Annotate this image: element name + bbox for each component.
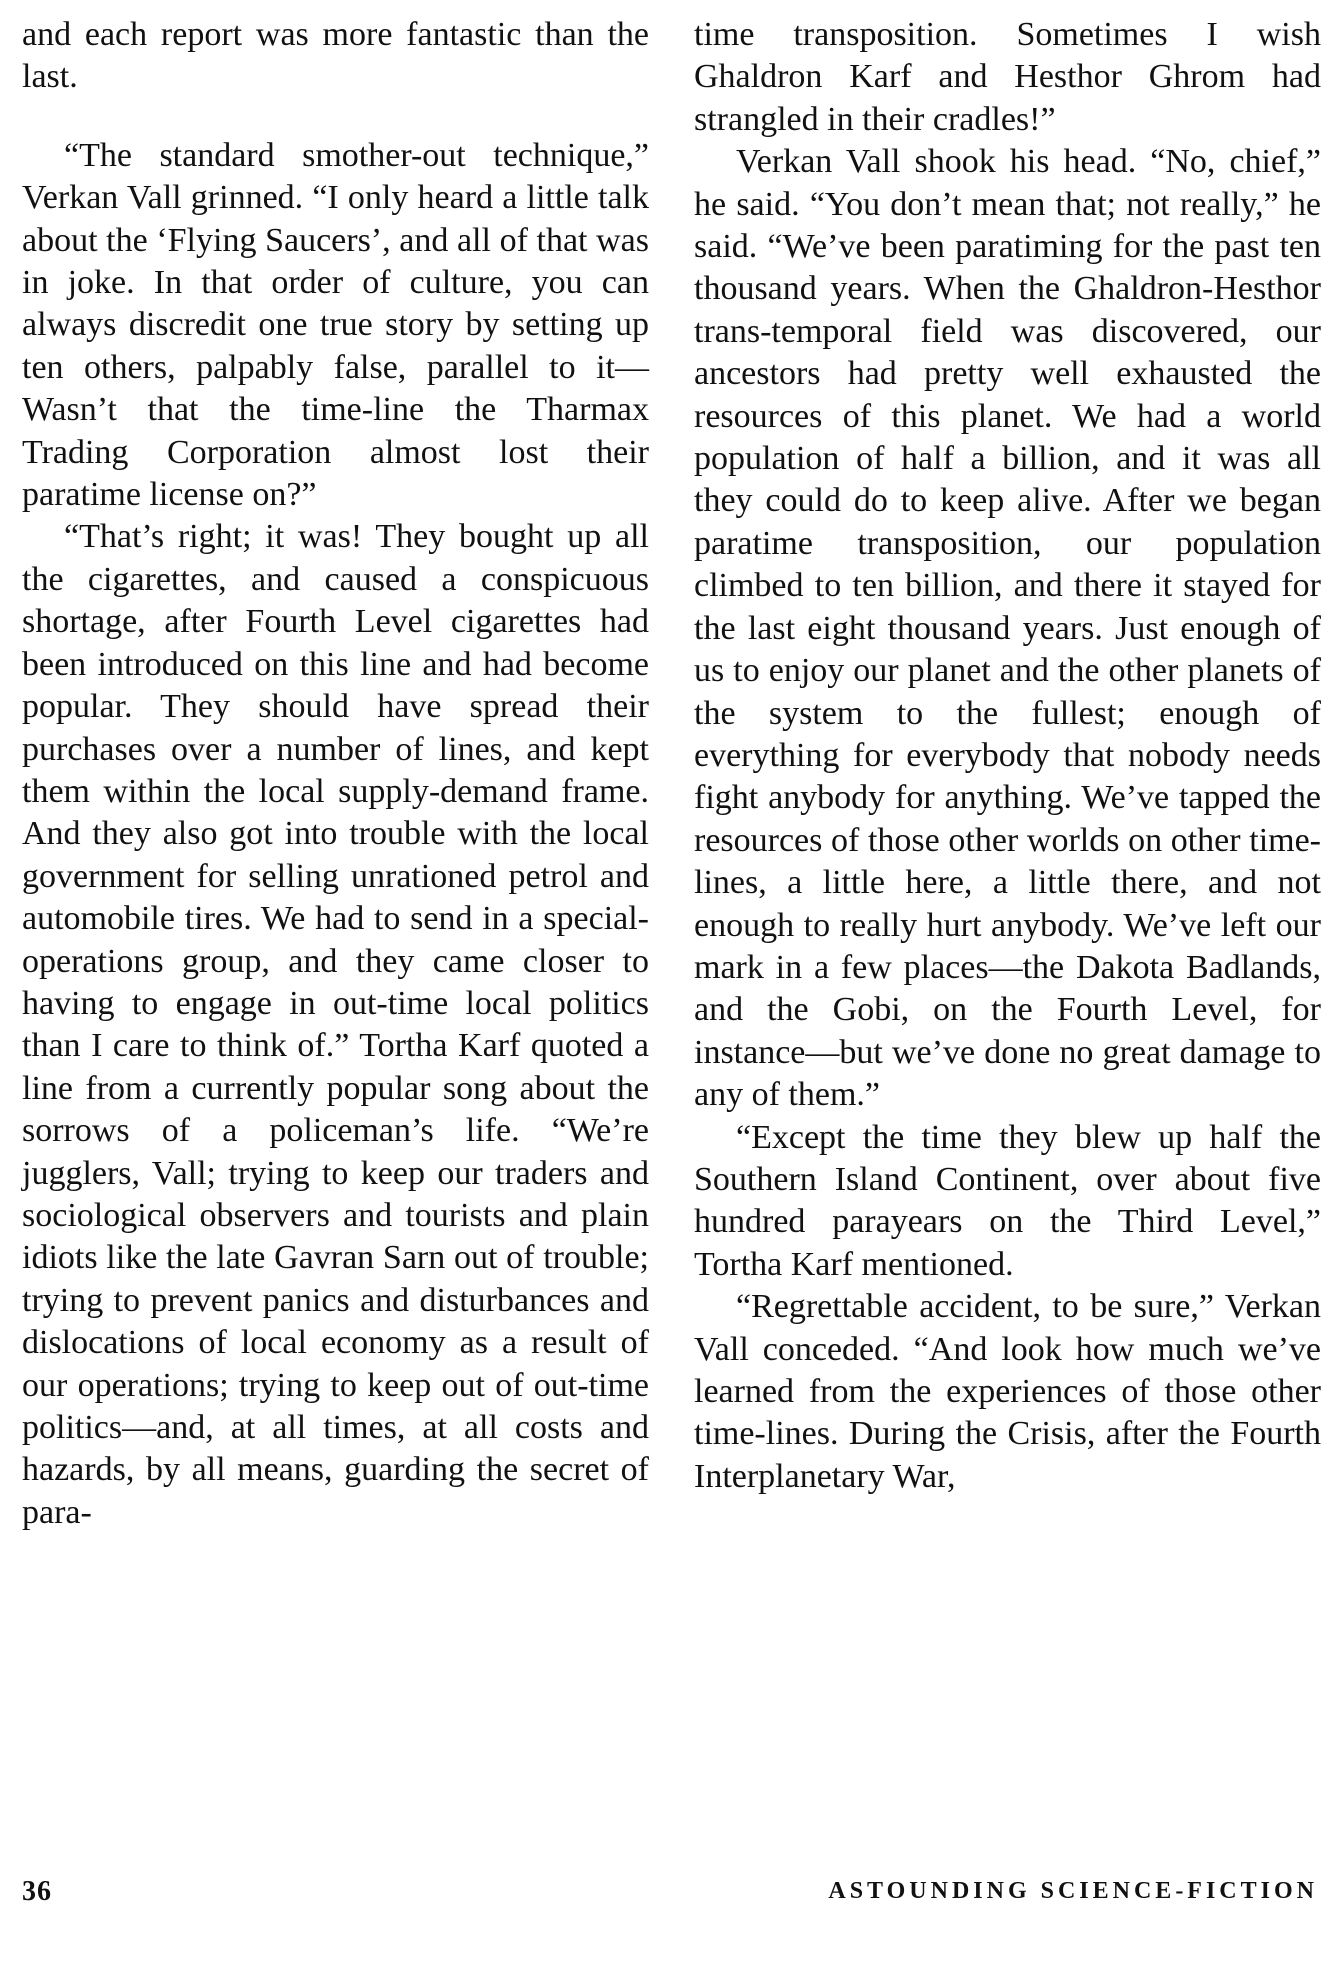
paragraph: Verkan Vall shook his head. “No, chief,” he said. “You don’t mean that; not really,” he said. “We’ve been paratiming for the past ten thousand years. When the Ghaldron-Hesthor trans-temporal field was discovered, our ancestors had pretty well exhausted the resources of this planet. We had a world population of half a billion, and it was all they could do to keep alive. After we began paratime transposition, our population climbed to ten billion, and there it stayed for the last eight thousand years. Just enough of us to enjoy our planet and the other planets of the system to the fullest; enough of everything for everybody that nobody needs fight anybody for anything. We’ve tapped the resources of those other worlds on other time-lines, a little here, a little there, and not enough to really hurt anybody. We’ve left our mark in a few places—the Dakota Badlands, and the Gobi, on the Fourth Level, for instance—but we’ve done no great damage to any of them.”	[694, 143, 1321, 1114]
magazine-title: ASTOUNDING SCIENCE-FICTION	[828, 1878, 1318, 1904]
left-column	[22, 14, 649, 1534]
paragraph: “The standard smother-out technique,” Verkan Vall grinned. “I only heard a little talk about the ‘Flying Saucers’, and all of that was in joke. In that order of culture, you can always discredit one true story by setting up ten others, palpably false, parallel to it— Wasn’t that the time-line the Tharmax Trading Corporation almost lost their paratime license on?”	[22, 136, 649, 514]
right-column	[694, 14, 1321, 1498]
paragraph: “Regrettable accident, to be sure,” Verkan Vall conceded. “And look how much we’ve learned from the experiences of those other time-lines. During the Crisis, after the Fourth Interplanetary War,	[694, 1288, 1321, 1495]
paragraph: “That’s right; it was! They bought up all the cigarettes, and caused a conspicuous shortage, after Fourth Level cigarettes had been introduced on this line and had become popular. They should have spread their purchases over a number of lines, and kept them within the local supply-demand frame. And they also got into trouble with the local government for selling unrationed petrol and automobile tires. We had to send in a special-operations group, and they came closer to having to engage in out-time local politics than I care to think of.” Tortha Karf quoted a line from a currently popular song about the sorrows of a policeman’s life. “We’re jugglers, Vall; trying to keep our traders and sociological observers and tourists and plain idiots like the late Gavran Sarn out of trouble; trying to prevent panics and disturbances and dislocations of local economy as a result of our operations; trying to keep out of out-time politics—and, at all times, at all costs and hazards, by all means, guarding the secret of para-	[22, 518, 649, 1531]
paragraph: time transposition. Sometimes I wish Ghaldron Karf and Hesthor Ghrom had strangled in their cradles!”	[694, 16, 1321, 138]
paragraph: and each report was more fantastic than the last.	[22, 16, 649, 96]
paragraph: “Except the time they blew up half the Southern Island Continent, over about five hundred parayears on the Third Level,” Tortha Karf mentioned.	[694, 1118, 1321, 1283]
page-number: 36	[22, 1876, 52, 1907]
page-footer	[22, 1876, 1318, 1916]
